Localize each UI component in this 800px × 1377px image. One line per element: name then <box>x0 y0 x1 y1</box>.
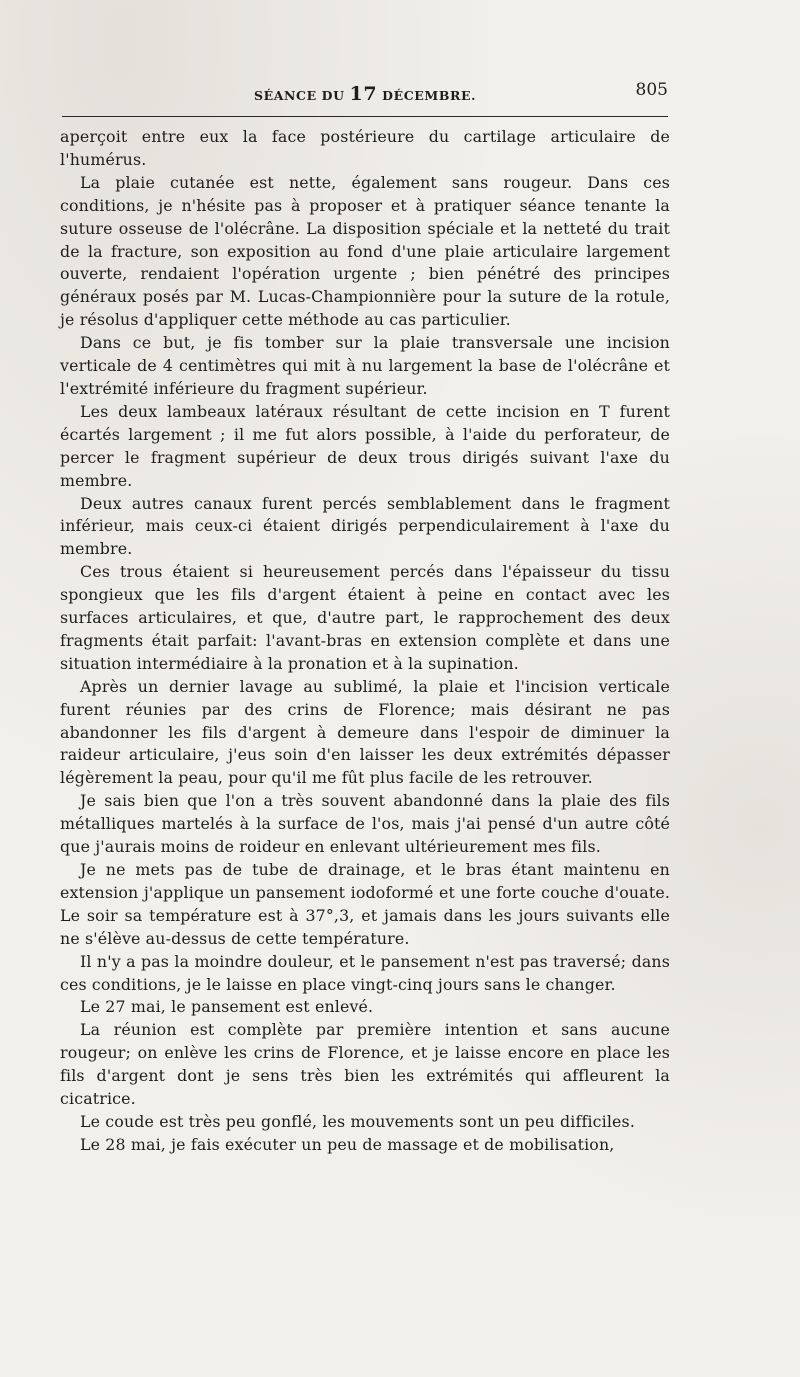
paragraph: La réunion est complète par première intention et sans aucune rougeur; on enlève les crins de Florence, et je laisse encore en place les fils d'argent dont je sens très bien les extrémités qui affleurent la cicatrice. <box>60 1020 670 1109</box>
paragraph: Il n'y a pas la moindre douleur, et le pansement n'est pas traversé; dans ces conditions, je le laisse en place vingt-cinq jours sans le changer. <box>60 951 670 994</box>
header-rule <box>62 116 668 117</box>
paragraph: aperçoit entre eux la face postérieure du cartilage articulaire de l'humérus. <box>60 127 670 169</box>
paragraph: Après un dernier lavage au sublimé, la plaie et l'incision verticale furent réunies par des crins de Florence; mais désirant ne pas abandonner les fils d'argent à demeure dans l'espoir de diminuer la raideur articulaire, j'eus soin d'en laisser les deux extrémités dépasser légèrement la peau, pour qu'il me fût plus facile de les retrouver. <box>60 676 670 788</box>
paragraph: Deux autres canaux furent percés semblablement dans le fragment inférieur, mais ceux-ci étaient dirigés perpendiculairement à l'axe du membre. <box>60 493 670 559</box>
paragraph: Le coude est très peu gonflé, les mouvements sont un peu difficiles. <box>80 1111 635 1131</box>
paragraph: Dans ce but, je fis tomber sur la plaie transversale une incision verticale de 4 centimètres qui mit à nu largement la base de l'olécrâne et l'extrémité inférieure du fragment supérieur. <box>60 333 670 398</box>
paragraph: Le 27 mai, le pansement est enlevé. <box>80 997 374 1017</box>
running-title <box>60 83 670 105</box>
paragraph: Je ne mets pas de tube de drainage, et le bras étant maintenu en extension j'applique un pansement iodoformé et une forte couche d'ouate. Le soir sa température est à 37°,3, et jamais dans les jours suivants elle ne s'élève au-dessus de cette température. <box>60 860 670 948</box>
paragraph: Ces trous étaient si heureusement percés dans l'épaisseur du tissu spongieux que les fils d'argent étaient à peine en contact avec les surfaces articulaires, et que, d'autre part, le rapprochement des deux fragments était parfait: l'avant-bras en extension complète et dans une situation intermédiaire à la pronation et à la supination. <box>60 562 670 673</box>
paragraph: Le 28 mai, je fais exécuter un peu de massage et de mobilisation, <box>80 1134 615 1154</box>
paragraph: La plaie cutanée est nette, également sans rougeur. Dans ces conditions, je n'hésite pas à proposer et à pratiquer séance tenante la suture osseuse de l'olécrâne. La disposition spéciale et la netteté du trait de la fracture, son exposition au fond d'une plaie articulaire largement ouverte, rendaient l'opération urgente ; bien pénétré des principes généraux posés par M. Lucas-Championnière pour la suture de la rotule, je résolus d'appliquer cette méthode au cas particulier. <box>60 172 670 330</box>
running-title-day: 17 <box>349 83 378 105</box>
running-title-pre: SÉANCE DU <box>253 88 350 103</box>
running-head <box>60 79 670 109</box>
paragraph: Je sais bien que l'on a très souvent abandonné dans la plaie des fils métalliques martelés à la surface de l'os, mais j'ai pensé d'un autre côté que j'aurais moins de roideur en enlevant ultérieurement mes fils. <box>60 791 670 857</box>
paragraph: Les deux lambeaux latéraux résultant de cette incision en T furent écartés largement ; il me fut alors possible, à l'aide du perforateur, de percer le fragment supérieur de deux trous dirigés suivant l'axe du membre. <box>60 401 670 490</box>
running-title-post: DÉCEMBRE. <box>377 88 477 103</box>
body-text <box>60 126 670 1157</box>
page-number: 805 <box>635 80 668 100</box>
